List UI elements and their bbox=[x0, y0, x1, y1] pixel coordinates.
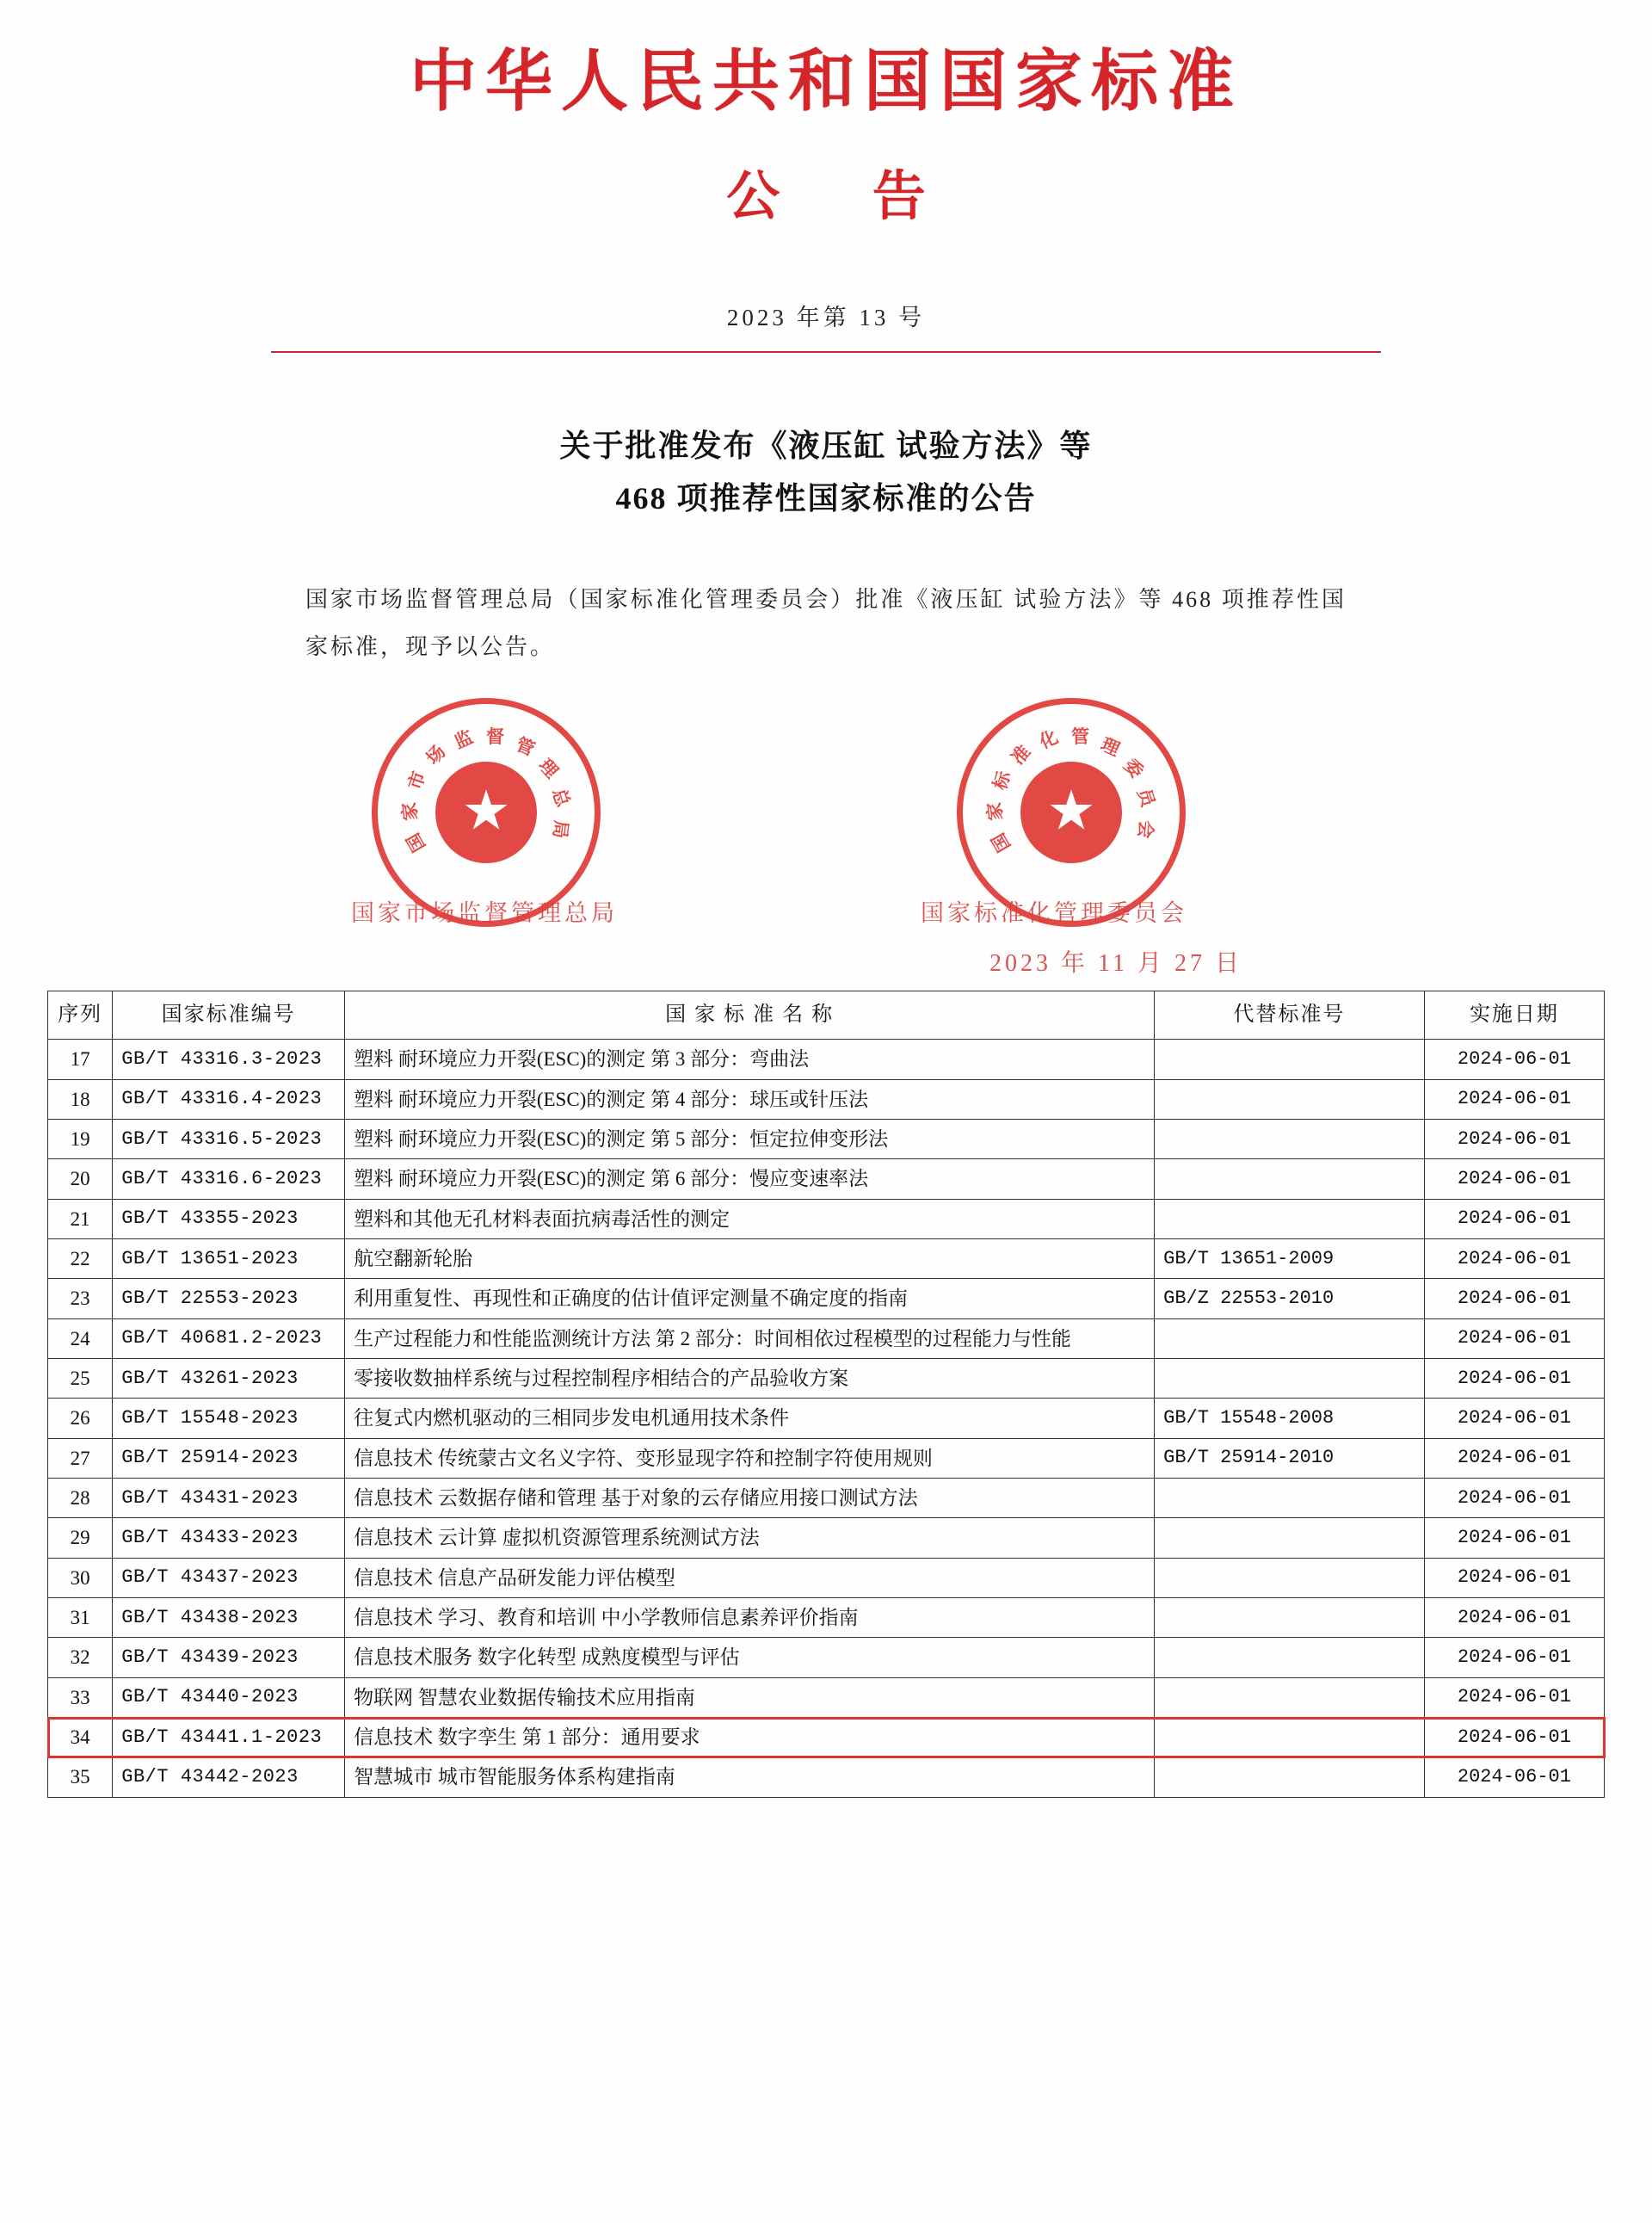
document-title: 中华人民共和国国家标准 bbox=[409, 44, 1242, 119]
masthead bbox=[0, 0, 1652, 353]
cell-replaced bbox=[1155, 1597, 1425, 1637]
announcement-title bbox=[0, 420, 1652, 525]
cell-date: 2024-06-01 bbox=[1424, 1638, 1604, 1677]
cell-name: 信息技术 传统蒙古文名义字符、变形显现字符和控制字符使用规则 bbox=[345, 1438, 1155, 1478]
cell-seq: 18 bbox=[48, 1079, 113, 1119]
seal-right-caption: 国家标准化管理委员会 bbox=[921, 900, 1187, 927]
cell-seq: 30 bbox=[48, 1558, 113, 1597]
cell-name: 物联网 智慧农业数据传输技术应用指南 bbox=[345, 1677, 1155, 1717]
cell-seq: 32 bbox=[48, 1638, 113, 1677]
cell-name: 利用重复性、再现性和正确度的估计值评定测量不确定度的指南 bbox=[345, 1279, 1155, 1318]
col-header-name: 国 家 标 准 名 称 bbox=[345, 991, 1155, 1040]
cell-name: 航空翻新轮胎 bbox=[345, 1238, 1155, 1278]
standards-table-wrapper bbox=[47, 991, 1605, 1797]
cell-replaced bbox=[1155, 1119, 1425, 1158]
table-row bbox=[48, 1079, 1605, 1119]
cell-name: 信息技术服务 数字化转型 成熟度模型与评估 bbox=[345, 1638, 1155, 1677]
red-divider bbox=[271, 351, 1381, 353]
standards-table bbox=[47, 991, 1605, 1797]
seal-date: 2023 年 11 月 27 日 bbox=[989, 950, 1242, 978]
seal-left-caption: 国家市场监督管理总局 bbox=[351, 900, 618, 927]
cell-number: GB/T 43441.1-2023 bbox=[113, 1718, 345, 1757]
cell-replaced bbox=[1155, 1638, 1425, 1677]
table-row bbox=[48, 1718, 1605, 1757]
cell-seq: 25 bbox=[48, 1358, 113, 1398]
cell-date: 2024-06-01 bbox=[1424, 1040, 1604, 1079]
cell-date: 2024-06-01 bbox=[1424, 1478, 1604, 1517]
table-row bbox=[48, 1279, 1605, 1318]
cell-replaced bbox=[1155, 1358, 1425, 1398]
cell-replaced bbox=[1155, 1318, 1425, 1358]
table-row bbox=[48, 1438, 1605, 1478]
cell-replaced: GB/Z 22553-2010 bbox=[1155, 1279, 1425, 1318]
cell-number: GB/T 43316.5-2023 bbox=[113, 1119, 345, 1158]
seal-emblem-icon bbox=[435, 762, 537, 863]
cell-seq: 33 bbox=[48, 1677, 113, 1717]
cell-date: 2024-06-01 bbox=[1424, 1159, 1604, 1199]
issue-number: 2023 年第 13 号 bbox=[726, 304, 926, 330]
seal-market-regulation bbox=[372, 698, 601, 927]
cell-number: GB/T 43437-2023 bbox=[113, 1558, 345, 1597]
announcement-body bbox=[305, 577, 1347, 670]
cell-date: 2024-06-01 bbox=[1424, 1238, 1604, 1278]
cell-seq: 23 bbox=[48, 1279, 113, 1318]
cell-number: GB/T 22553-2023 bbox=[113, 1279, 345, 1318]
seal-left-arc-text: 国 家 市 场 监 督 管 理 总 局 bbox=[398, 726, 575, 856]
cell-number: GB/T 43316.3-2023 bbox=[113, 1040, 345, 1079]
table-row bbox=[48, 1399, 1605, 1438]
cell-replaced bbox=[1155, 1677, 1425, 1717]
cell-number: GB/T 43261-2023 bbox=[113, 1358, 345, 1398]
cell-number: GB/T 43316.4-2023 bbox=[113, 1079, 345, 1119]
cell-date: 2024-06-01 bbox=[1424, 1438, 1604, 1478]
cell-number: GB/T 13651-2023 bbox=[113, 1238, 345, 1278]
cell-seq: 17 bbox=[48, 1040, 113, 1079]
cell-name: 塑料和其他无孔材料表面抗病毒活性的测定 bbox=[345, 1199, 1155, 1238]
table-header bbox=[48, 991, 1605, 1040]
table-row bbox=[48, 1677, 1605, 1717]
cell-date: 2024-06-01 bbox=[1424, 1718, 1604, 1757]
cell-seq: 21 bbox=[48, 1199, 113, 1238]
cell-seq: 27 bbox=[48, 1438, 113, 1478]
cell-name: 塑料 耐环境应力开裂(ESC)的测定 第 4 部分：球压或针压法 bbox=[345, 1079, 1155, 1119]
cell-date: 2024-06-01 bbox=[1424, 1677, 1604, 1717]
cell-name: 信息技术 云数据存储和管理 基于对象的云存储应用接口测试方法 bbox=[345, 1478, 1155, 1517]
announcement-title-line1: 关于批准发布《液压缸 试验方法》等 bbox=[559, 428, 1093, 463]
cell-date: 2024-06-01 bbox=[1424, 1399, 1604, 1438]
document-subtitle: 公 告 bbox=[726, 167, 965, 226]
cell-replaced bbox=[1155, 1757, 1425, 1797]
cell-seq: 19 bbox=[48, 1119, 113, 1158]
announcement-paragraph: 国家市场监督管理总局（国家标准化管理委员会）批准《液压缸 试验方法》等 468 项推荐性国家标准，现予以公告。 bbox=[305, 587, 1347, 659]
col-header-date: 实施日期 bbox=[1424, 991, 1604, 1040]
cell-date: 2024-06-01 bbox=[1424, 1558, 1604, 1597]
announcement-title-line2: 468 项推荐性国家标准的公告 bbox=[615, 480, 1037, 516]
cell-number: GB/T 43355-2023 bbox=[113, 1199, 345, 1238]
cell-seq: 22 bbox=[48, 1238, 113, 1278]
cell-replaced bbox=[1155, 1718, 1425, 1757]
cell-date: 2024-06-01 bbox=[1424, 1358, 1604, 1398]
table-row bbox=[48, 1518, 1605, 1558]
seal-emblem-icon bbox=[1020, 762, 1122, 863]
cell-date: 2024-06-01 bbox=[1424, 1518, 1604, 1558]
cell-seq: 35 bbox=[48, 1757, 113, 1797]
cell-date: 2024-06-01 bbox=[1424, 1318, 1604, 1358]
table-row bbox=[48, 1199, 1605, 1238]
cell-seq: 34 bbox=[48, 1718, 113, 1757]
cell-name: 智慧城市 城市智能服务体系构建指南 bbox=[345, 1757, 1155, 1797]
cell-number: GB/T 43431-2023 bbox=[113, 1478, 345, 1517]
cell-name: 往复式内燃机驱动的三相同步发电机通用技术条件 bbox=[345, 1399, 1155, 1438]
table-row bbox=[48, 1558, 1605, 1597]
table-row bbox=[48, 1757, 1605, 1797]
cell-seq: 20 bbox=[48, 1159, 113, 1199]
cell-replaced bbox=[1155, 1558, 1425, 1597]
table-row bbox=[48, 1597, 1605, 1637]
cell-replaced: GB/T 13651-2009 bbox=[1155, 1238, 1425, 1278]
seal-right-arc-text: 国 家 标 准 化 管 理 委 员 会 bbox=[983, 726, 1160, 856]
cell-date: 2024-06-01 bbox=[1424, 1757, 1604, 1797]
cell-name: 信息技术 信息产品研发能力评估模型 bbox=[345, 1558, 1155, 1597]
cell-replaced bbox=[1155, 1040, 1425, 1079]
cell-date: 2024-06-01 bbox=[1424, 1119, 1604, 1158]
cell-name: 信息技术 数字孪生 第 1 部分：通用要求 bbox=[345, 1718, 1155, 1757]
cell-seq: 26 bbox=[48, 1399, 113, 1438]
cell-replaced: GB/T 15548-2008 bbox=[1155, 1399, 1425, 1438]
cell-replaced: GB/T 25914-2010 bbox=[1155, 1438, 1425, 1478]
cell-name: 塑料 耐环境应力开裂(ESC)的测定 第 5 部分：恒定拉伸变形法 bbox=[345, 1119, 1155, 1158]
col-header-replaced: 代替标准号 bbox=[1155, 991, 1425, 1040]
cell-name: 塑料 耐环境应力开裂(ESC)的测定 第 6 部分：慢应变速率法 bbox=[345, 1159, 1155, 1199]
cell-name: 信息技术 学习、教育和培训 中小学教师信息素养评价指南 bbox=[345, 1597, 1155, 1637]
cell-number: GB/T 15548-2023 bbox=[113, 1399, 345, 1438]
cell-date: 2024-06-01 bbox=[1424, 1279, 1604, 1318]
cell-number: GB/T 43442-2023 bbox=[113, 1757, 345, 1797]
cell-number: GB/T 43433-2023 bbox=[113, 1518, 345, 1558]
table-row bbox=[48, 1638, 1605, 1677]
table-row bbox=[48, 1159, 1605, 1199]
table-body bbox=[48, 1040, 1605, 1798]
cell-name: 塑料 耐环境应力开裂(ESC)的测定 第 3 部分：弯曲法 bbox=[345, 1040, 1155, 1079]
cell-name: 生产过程能力和性能监测统计方法 第 2 部分：时间相依过程模型的过程能力与性能 bbox=[345, 1318, 1155, 1358]
cell-date: 2024-06-01 bbox=[1424, 1597, 1604, 1637]
cell-number: GB/T 43440-2023 bbox=[113, 1677, 345, 1717]
cell-number: GB/T 43439-2023 bbox=[113, 1638, 345, 1677]
cell-seq: 31 bbox=[48, 1597, 113, 1637]
cell-date: 2024-06-01 bbox=[1424, 1199, 1604, 1238]
cell-replaced bbox=[1155, 1199, 1425, 1238]
cell-seq: 28 bbox=[48, 1478, 113, 1517]
cell-name: 信息技术 云计算 虚拟机资源管理系统测试方法 bbox=[345, 1518, 1155, 1558]
cell-replaced bbox=[1155, 1159, 1425, 1199]
table-row bbox=[48, 1358, 1605, 1398]
table-header-row bbox=[48, 991, 1605, 1040]
cell-replaced bbox=[1155, 1478, 1425, 1517]
cell-seq: 29 bbox=[48, 1518, 113, 1558]
cell-replaced bbox=[1155, 1518, 1425, 1558]
col-header-number: 国家标准编号 bbox=[113, 991, 345, 1040]
cell-date: 2024-06-01 bbox=[1424, 1079, 1604, 1119]
cell-number: GB/T 40681.2-2023 bbox=[113, 1318, 345, 1358]
seal-standardization-admin bbox=[957, 698, 1186, 927]
cell-seq: 24 bbox=[48, 1318, 113, 1358]
cell-number: GB/T 43438-2023 bbox=[113, 1597, 345, 1637]
cell-replaced bbox=[1155, 1079, 1425, 1119]
cell-number: GB/T 25914-2023 bbox=[113, 1438, 345, 1478]
cell-name: 零接收数抽样系统与过程控制程序相结合的产品验收方案 bbox=[345, 1358, 1155, 1398]
table-row bbox=[48, 1318, 1605, 1358]
table-row bbox=[48, 1238, 1605, 1278]
col-header-seq: 序列 bbox=[48, 991, 113, 1040]
cell-number: GB/T 43316.6-2023 bbox=[113, 1159, 345, 1199]
table-row bbox=[48, 1478, 1605, 1517]
table-row bbox=[48, 1119, 1605, 1158]
seal-area bbox=[0, 688, 1652, 978]
table-row bbox=[48, 1040, 1605, 1079]
